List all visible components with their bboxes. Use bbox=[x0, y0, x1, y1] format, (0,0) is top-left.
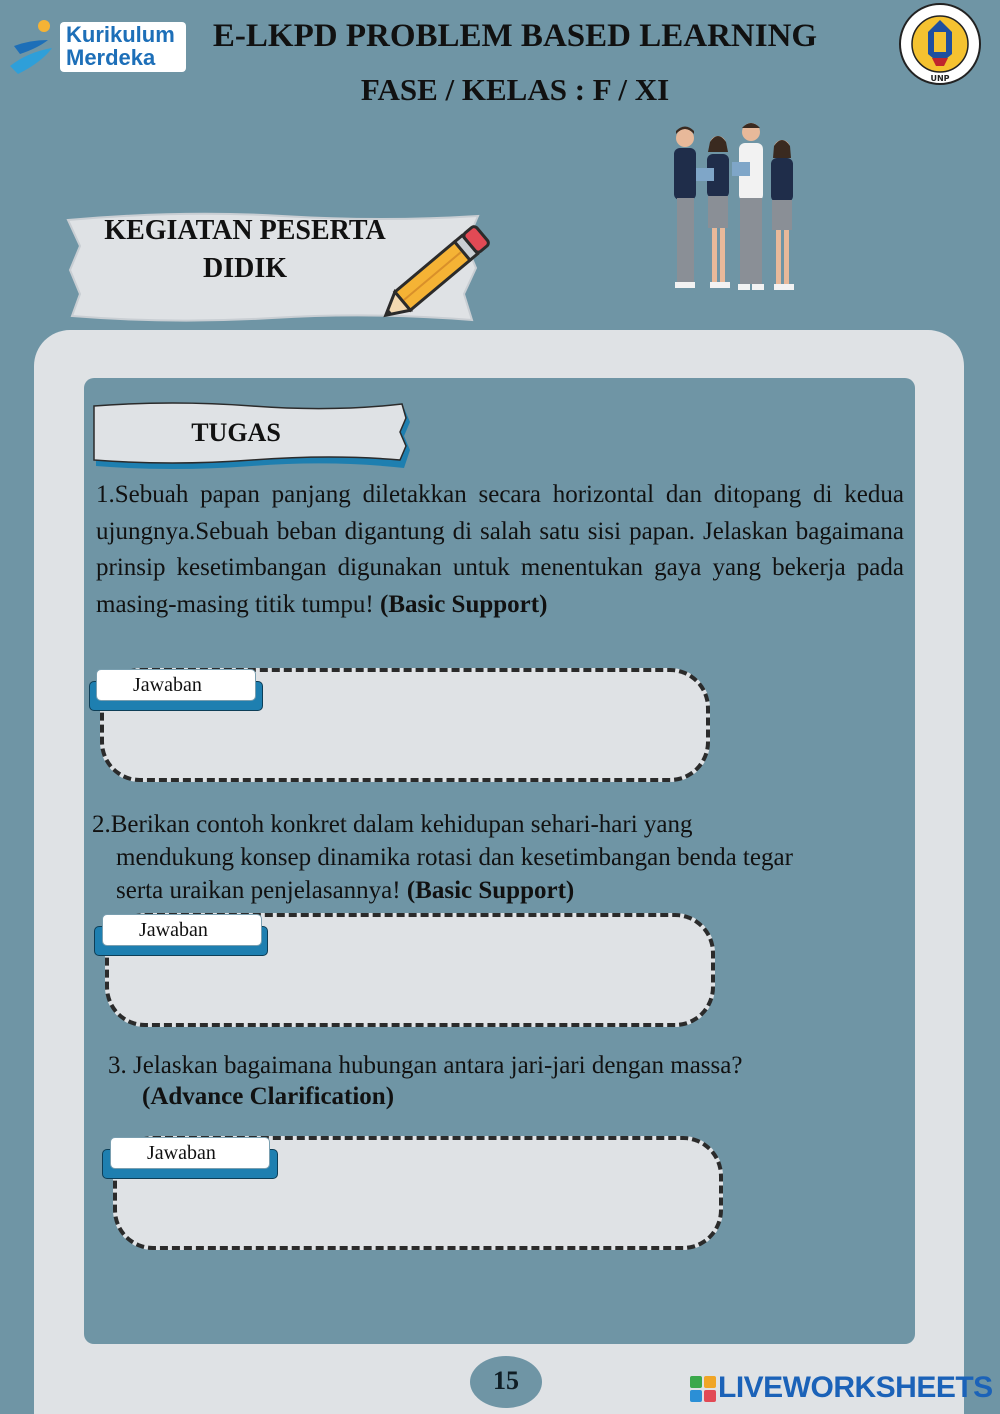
kurikulum-merdeka-wordmark bbox=[60, 22, 186, 72]
question-3-tag: (Advance Clarification) bbox=[142, 1083, 395, 1110]
page-title: E-LKPD PROBLEM BASED LEARNING bbox=[212, 18, 818, 54]
tugas-label: TUGAS bbox=[191, 418, 281, 447]
question-2-line-3-wrap bbox=[92, 874, 902, 907]
question-3 bbox=[108, 1050, 888, 1112]
logo-line-1: Kurikulum bbox=[66, 22, 175, 47]
question-1-text: 1.Sebuah papan panjang diletakkan secara horizontal dan ditopang di kedua ujungnya.Sebuah beban digantung di salah satu sisi papan. Jelaskan bagaimana prinsip kesetimbangan digunakan untuk menentukan gaya yang bekerja pada masing-masing titik tumpu! bbox=[96, 481, 904, 618]
answer-label-1: Jawaban bbox=[96, 669, 256, 701]
liveworksheets-text: LIVEWORKSHEETS bbox=[718, 1371, 993, 1404]
unp-logo bbox=[898, 2, 982, 86]
banner-line-1: KEGIATAN PESERTA bbox=[104, 215, 386, 246]
page-number: 15 bbox=[470, 1356, 542, 1408]
liveworksheets-logo-icon bbox=[690, 1376, 716, 1402]
question-2-line-2: mendukung konsep dinamika rotasi dan kesetimbangan benda tegar bbox=[116, 844, 793, 871]
kurikulum-merdeka-emblem-icon bbox=[8, 18, 60, 80]
logo-line-2: Merdeka bbox=[66, 45, 156, 70]
question-2-tag: (Basic Support) bbox=[406, 877, 575, 904]
answer-label-3: Jawaban bbox=[110, 1137, 270, 1169]
activity-banner-title bbox=[90, 212, 400, 288]
question-2-line-1: 2.Berikan contoh konkret dalam kehidupan sehari-hari yang bbox=[92, 811, 693, 838]
answer-label-2: Jawaban bbox=[102, 914, 262, 946]
liveworksheets-watermark bbox=[690, 1370, 993, 1406]
svg-text:UNP: UNP bbox=[930, 74, 950, 83]
banner-line-2: DIDIK bbox=[202, 253, 287, 284]
question-2 bbox=[92, 808, 902, 907]
kurikulum-merdeka-logo bbox=[8, 18, 186, 80]
question-1-tag: (Basic Support) bbox=[380, 590, 548, 618]
pencil-icon bbox=[378, 212, 503, 330]
page-subtitle: FASE / KELAS : F / XI bbox=[360, 72, 670, 107]
question-1 bbox=[96, 477, 904, 623]
question-2-line-3: serta uraikan penjelasannya! bbox=[116, 877, 401, 904]
question-3-line-1: 3. Jelaskan bagaimana hubungan antara jari-jari dengan massa? bbox=[108, 1052, 743, 1079]
students-illustration bbox=[650, 118, 800, 310]
